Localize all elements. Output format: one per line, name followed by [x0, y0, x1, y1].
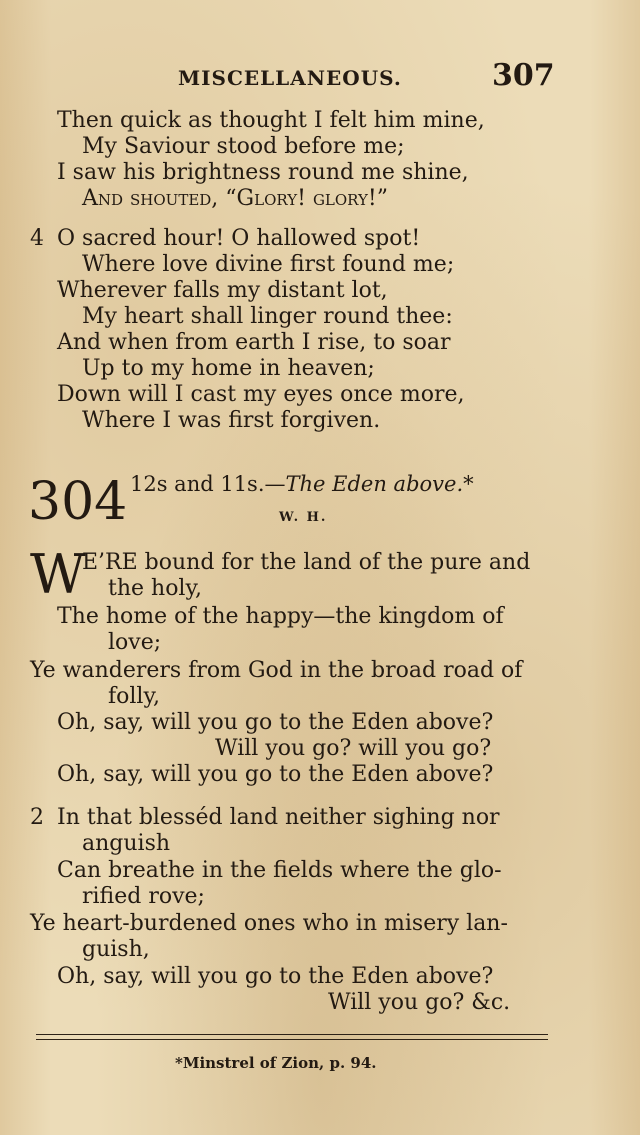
verse-line: rified rove;: [82, 884, 205, 909]
verse-line: Oh, say, will you go to the Eden above?: [57, 964, 494, 989]
hymn-number: 304: [28, 472, 128, 532]
verse-line: Oh, say, will you go to the Eden above?: [57, 762, 494, 787]
footnote-rule-double: [36, 1039, 548, 1040]
verse-line: Will you go? will you go?: [215, 736, 492, 761]
verse-line: E’RE bound for the land of the pure and: [82, 550, 531, 575]
hymn-meter-title: [130, 472, 474, 496]
verse-line: Oh, say, will you go to the Eden above?: [57, 710, 494, 735]
stanza-number: 4: [30, 226, 44, 251]
verse-line: In that blesséd land neither sighing nor: [57, 805, 500, 830]
verse-line: anguish: [82, 831, 171, 856]
verse-line: the holy,: [108, 576, 202, 601]
footnote: *Minstrel of Zion, p. 94.: [175, 1054, 377, 1072]
verse-line: Where love divine first found me;: [82, 252, 455, 277]
verse-line: Then quick as thought I felt him mine,: [57, 108, 485, 133]
footnote-rule: [36, 1034, 548, 1035]
drop-cap: W: [30, 543, 86, 606]
verse-line: Down will I cast my eyes once more,: [57, 382, 465, 407]
verse-line: And when from earth I rise, to soar: [57, 330, 451, 355]
verse-line: folly,: [108, 684, 160, 709]
verse-line: Can breathe in the fields where the glo-: [57, 858, 502, 883]
verse-line: Ye heart-burdened ones who in misery lan-: [30, 911, 508, 936]
verse-line: Ye wanderers from God in the broad road of: [30, 658, 523, 683]
page-header: [0, 58, 640, 96]
verse-line: guish,: [82, 937, 150, 962]
stanza-number: 2: [30, 805, 44, 830]
verse-line: And shouted, “Glory! glory!”: [82, 186, 389, 211]
verse-line: Wherever falls my distant lot,: [57, 278, 388, 303]
hymn-title: The Eden above.*: [285, 472, 474, 496]
verse-line: I saw his brightness round me shine,: [57, 160, 469, 185]
running-head: MISCELLANEOUS.: [178, 66, 402, 90]
verse-line: Will you go? &c.: [328, 990, 511, 1015]
hymn-meter: 12s and 11s.—: [130, 472, 286, 496]
verse-line: My heart shall linger round thee:: [82, 304, 453, 329]
hymn-author: W. H.: [279, 510, 328, 525]
verse-line: love;: [108, 630, 162, 655]
verse-line: The home of the happy—the kingdom of: [57, 604, 504, 629]
page-number: 307: [492, 58, 555, 93]
verse-line: Up to my home in heaven;: [82, 356, 375, 381]
verse-line: My Saviour stood before me;: [82, 134, 405, 159]
verse-line: O sacred hour! O hallowed spot!: [57, 226, 421, 251]
verse-line: Where I was first forgiven.: [82, 408, 381, 433]
